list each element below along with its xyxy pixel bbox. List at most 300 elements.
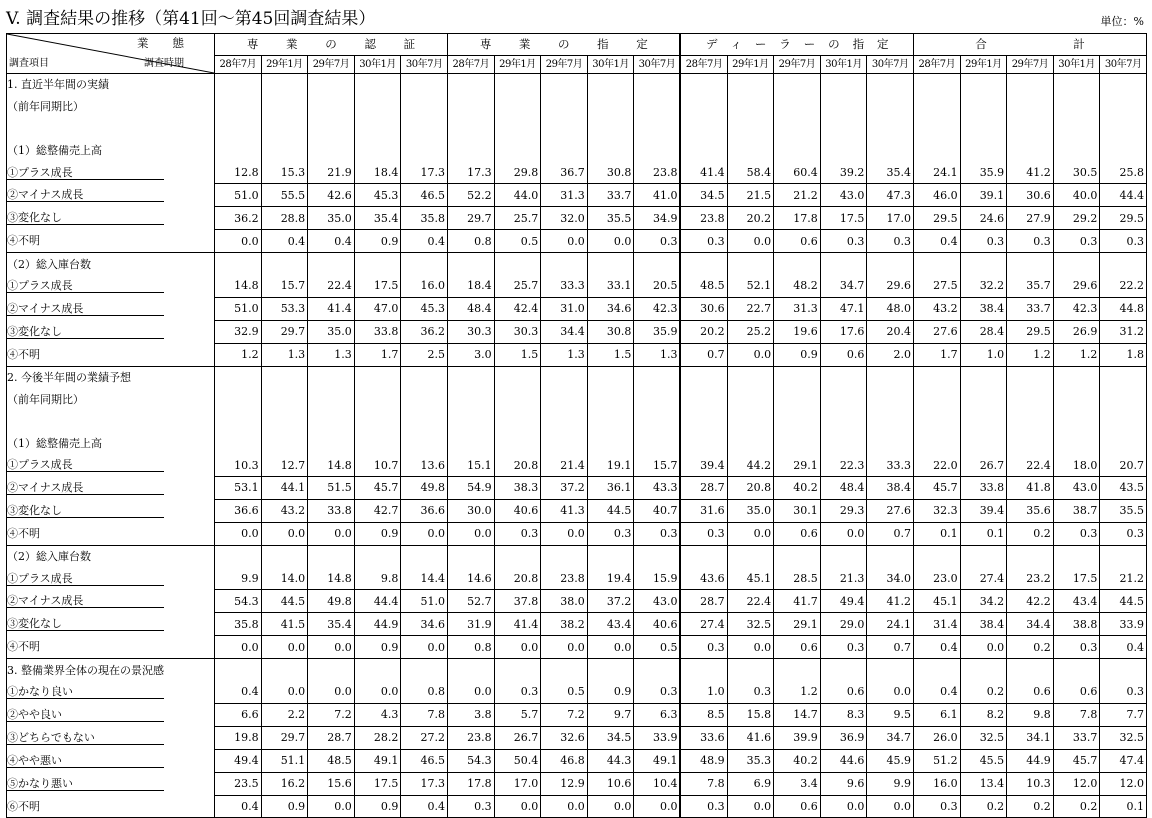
- value-cell: [1007, 410, 1054, 432]
- value-cell: 41.4: [494, 613, 541, 636]
- value-cell: 35.5: [587, 207, 634, 230]
- row-item-label: [7, 522, 215, 545]
- group-header-char: の: [325, 37, 337, 51]
- table-row: [7, 343, 1147, 366]
- value-cell: 44.6: [820, 749, 867, 772]
- row-heading-label: [7, 140, 215, 162]
- period-header: 29年1月: [960, 56, 1007, 74]
- value-cell: [354, 140, 401, 162]
- row-label-text: ⑥不明: [7, 799, 40, 813]
- value-cell: [587, 410, 634, 432]
- value-cell: 34.9: [634, 207, 681, 230]
- value-cell: 45.3: [354, 184, 401, 207]
- value-cell: 36.9: [820, 726, 867, 749]
- value-cell: 47.4: [1100, 749, 1147, 772]
- value-cell: [634, 388, 681, 410]
- value-cell: [634, 118, 681, 140]
- value-cell: [1007, 432, 1054, 454]
- value-cell: 21.2: [774, 184, 821, 207]
- value-cell: 0.3: [820, 230, 867, 253]
- value-cell: 29.8: [494, 162, 541, 184]
- value-cell: [494, 253, 541, 275]
- value-cell: 35.0: [727, 499, 774, 522]
- value-cell: 38.7: [1053, 499, 1100, 522]
- value-cell: 0.5: [541, 681, 588, 703]
- value-cell: 17.0: [867, 207, 914, 230]
- value-cell: 0.0: [727, 343, 774, 366]
- value-cell: 0.1: [960, 522, 1007, 545]
- value-cell: 0.4: [308, 230, 355, 253]
- value-cell: 3.0: [448, 343, 495, 366]
- value-cell: 21.2: [1100, 568, 1147, 590]
- value-cell: 17.5: [354, 772, 401, 795]
- value-cell: [401, 410, 448, 432]
- value-cell: 45.9: [867, 749, 914, 772]
- value-cell: 40.6: [494, 499, 541, 522]
- value-cell: 43.0: [634, 590, 681, 613]
- value-cell: 6.9: [727, 772, 774, 795]
- value-cell: 1.0: [960, 343, 1007, 366]
- heading-row: [7, 366, 1147, 388]
- value-cell: 27.5: [914, 275, 961, 297]
- row-heading-label: [7, 118, 215, 140]
- table-corner-cell: [7, 34, 215, 74]
- value-cell: 34.5: [680, 184, 727, 207]
- value-cell: [820, 118, 867, 140]
- value-cell: [541, 432, 588, 454]
- value-cell: 42.2: [1007, 590, 1054, 613]
- value-cell: [587, 74, 634, 96]
- value-cell: 0.3: [727, 681, 774, 703]
- value-cell: 0.0: [820, 522, 867, 545]
- value-cell: [215, 96, 262, 118]
- value-cell: 38.0: [541, 590, 588, 613]
- value-cell: [634, 410, 681, 432]
- value-cell: [215, 388, 262, 410]
- table-row: [7, 499, 1147, 522]
- value-cell: 29.2: [1053, 207, 1100, 230]
- group-header-char: 定: [877, 37, 889, 51]
- value-cell: [494, 118, 541, 140]
- value-cell: [1053, 659, 1100, 681]
- value-cell: 41.3: [541, 499, 588, 522]
- value-cell: 14.4: [401, 568, 448, 590]
- value-cell: 44.4: [354, 590, 401, 613]
- value-cell: [914, 140, 961, 162]
- value-cell: 33.7: [587, 184, 634, 207]
- value-cell: 1.3: [541, 343, 588, 366]
- period-header: 29年1月: [494, 56, 541, 74]
- value-cell: [261, 96, 308, 118]
- heading-row: [7, 388, 1147, 410]
- value-cell: 32.0: [541, 207, 588, 230]
- heading-row: [7, 140, 1147, 162]
- value-cell: 33.8: [308, 499, 355, 522]
- value-cell: 23.8: [541, 568, 588, 590]
- row-heading-label: [7, 388, 215, 410]
- value-cell: [261, 366, 308, 388]
- value-cell: [401, 366, 448, 388]
- value-cell: 26.7: [960, 454, 1007, 476]
- value-cell: 20.2: [680, 320, 727, 343]
- value-cell: 49.1: [354, 749, 401, 772]
- value-cell: 27.6: [914, 320, 961, 343]
- group-header-char: 業: [286, 37, 298, 51]
- value-cell: [587, 432, 634, 454]
- value-cell: [867, 140, 914, 162]
- value-cell: [1053, 388, 1100, 410]
- value-cell: [867, 432, 914, 454]
- value-cell: 7.7: [1100, 703, 1147, 726]
- value-cell: 9.8: [354, 568, 401, 590]
- value-cell: [308, 140, 355, 162]
- value-cell: [774, 253, 821, 275]
- value-cell: 0.2: [1007, 522, 1054, 545]
- value-cell: [680, 366, 727, 388]
- value-cell: 0.4: [401, 795, 448, 818]
- value-cell: [914, 74, 961, 96]
- value-cell: 29.0: [820, 613, 867, 636]
- value-cell: [354, 388, 401, 410]
- value-cell: 0.0: [261, 681, 308, 703]
- value-cell: 0.0: [215, 522, 262, 545]
- value-cell: 14.8: [308, 454, 355, 476]
- value-cell: 41.8: [1007, 477, 1054, 500]
- row-item-label: [7, 162, 215, 184]
- value-cell: 29.5: [1100, 207, 1147, 230]
- value-cell: [587, 140, 634, 162]
- value-cell: 49.8: [308, 590, 355, 613]
- corner-period-label: 調査時期: [144, 58, 184, 69]
- value-cell: [1007, 659, 1054, 681]
- value-cell: [680, 253, 727, 275]
- period-header: 30年7月: [1100, 56, 1147, 74]
- value-cell: 42.7: [354, 499, 401, 522]
- value-cell: 23.5: [215, 772, 262, 795]
- value-cell: 12.0: [1100, 772, 1147, 795]
- value-cell: [727, 118, 774, 140]
- value-cell: 9.7: [587, 703, 634, 726]
- value-cell: [1053, 74, 1100, 96]
- value-cell: [1007, 366, 1054, 388]
- value-cell: 16.0: [914, 772, 961, 795]
- value-cell: 0.0: [308, 636, 355, 659]
- value-cell: 33.3: [541, 275, 588, 297]
- value-cell: 35.5: [1100, 499, 1147, 522]
- value-cell: [727, 659, 774, 681]
- row-label-text: ②マイナス成長: [7, 594, 164, 608]
- value-cell: [727, 432, 774, 454]
- value-cell: 32.6: [541, 726, 588, 749]
- value-cell: [914, 388, 961, 410]
- value-cell: 25.7: [494, 207, 541, 230]
- value-cell: [308, 74, 355, 96]
- value-cell: 0.3: [634, 681, 681, 703]
- value-cell: 18.4: [354, 162, 401, 184]
- value-cell: 48.2: [774, 275, 821, 297]
- row-item-label: [7, 184, 215, 207]
- value-cell: 1.0: [680, 681, 727, 703]
- row-label-text: ⑤かなり悪い: [7, 777, 164, 791]
- value-cell: [261, 118, 308, 140]
- value-cell: 1.5: [587, 343, 634, 366]
- value-cell: 31.6: [680, 499, 727, 522]
- table-row: [7, 726, 1147, 749]
- value-cell: 0.0: [354, 681, 401, 703]
- value-cell: 51.0: [401, 590, 448, 613]
- value-cell: 0.3: [1053, 522, 1100, 545]
- row-label-text: （1）総整備売上高: [7, 436, 102, 450]
- value-cell: 0.0: [541, 636, 588, 659]
- row-label-text: ②マイナス成長: [7, 481, 164, 495]
- value-cell: 29.6: [867, 275, 914, 297]
- value-cell: 17.5: [820, 207, 867, 230]
- spacer-row: [7, 118, 1147, 140]
- value-cell: [727, 74, 774, 96]
- value-cell: [680, 659, 727, 681]
- value-cell: [261, 140, 308, 162]
- value-cell: 51.2: [914, 749, 961, 772]
- value-cell: 29.3: [820, 499, 867, 522]
- value-cell: 0.0: [727, 522, 774, 545]
- unit-label: 単位：%: [1100, 15, 1144, 28]
- value-cell: [867, 118, 914, 140]
- value-cell: [960, 432, 1007, 454]
- value-cell: [494, 140, 541, 162]
- value-cell: 19.6: [774, 320, 821, 343]
- value-cell: [261, 432, 308, 454]
- value-cell: [354, 659, 401, 681]
- period-header: 30年1月: [820, 56, 867, 74]
- value-cell: 10.7: [354, 454, 401, 476]
- value-cell: 0.0: [448, 681, 495, 703]
- value-cell: [354, 410, 401, 432]
- value-cell: [261, 74, 308, 96]
- value-cell: [587, 388, 634, 410]
- value-cell: [1053, 366, 1100, 388]
- table-row: [7, 477, 1147, 500]
- value-cell: [448, 140, 495, 162]
- value-cell: 0.3: [494, 681, 541, 703]
- value-cell: 0.1: [914, 522, 961, 545]
- value-cell: [261, 253, 308, 275]
- value-cell: 1.2: [1007, 343, 1054, 366]
- value-cell: 39.2: [820, 162, 867, 184]
- value-cell: 20.5: [634, 275, 681, 297]
- value-cell: [448, 659, 495, 681]
- value-cell: 0.9: [354, 636, 401, 659]
- value-cell: [494, 74, 541, 96]
- value-cell: 0.3: [448, 795, 495, 818]
- period-header: 30年1月: [1053, 56, 1100, 74]
- value-cell: 51.1: [261, 749, 308, 772]
- value-cell: 2.2: [261, 703, 308, 726]
- value-cell: 1.3: [634, 343, 681, 366]
- value-cell: 20.7: [1100, 454, 1147, 476]
- value-cell: 0.0: [587, 795, 634, 818]
- value-cell: 51.5: [308, 477, 355, 500]
- value-cell: [1007, 253, 1054, 275]
- row-label-text: （2）総入庫台数: [7, 550, 91, 564]
- value-cell: [914, 659, 961, 681]
- value-cell: 42.3: [1053, 297, 1100, 320]
- value-cell: 32.5: [727, 613, 774, 636]
- value-cell: 0.9: [354, 522, 401, 545]
- value-cell: 8.3: [820, 703, 867, 726]
- value-cell: 0.9: [354, 230, 401, 253]
- row-item-label: [7, 568, 215, 590]
- value-cell: [215, 140, 262, 162]
- value-cell: [448, 545, 495, 567]
- value-cell: 6.1: [914, 703, 961, 726]
- row-label-text: ①プラス成長: [7, 458, 164, 472]
- value-cell: [401, 118, 448, 140]
- period-header: 29年7月: [308, 56, 355, 74]
- value-cell: 41.2: [1007, 162, 1054, 184]
- value-cell: 31.3: [774, 297, 821, 320]
- value-cell: 44.5: [1100, 590, 1147, 613]
- value-cell: 54.3: [215, 590, 262, 613]
- value-cell: [541, 140, 588, 162]
- value-cell: [774, 388, 821, 410]
- value-cell: [448, 253, 495, 275]
- value-cell: [960, 74, 1007, 96]
- value-cell: 47.3: [867, 184, 914, 207]
- value-cell: 42.4: [494, 297, 541, 320]
- value-cell: 19.8: [215, 726, 262, 749]
- value-cell: 0.9: [261, 795, 308, 818]
- value-cell: 40.0: [1053, 184, 1100, 207]
- value-cell: [680, 74, 727, 96]
- table-row: [7, 749, 1147, 772]
- value-cell: 17.3: [401, 772, 448, 795]
- value-cell: 35.7: [1007, 275, 1054, 297]
- value-cell: 0.6: [820, 681, 867, 703]
- value-cell: [727, 388, 774, 410]
- value-cell: 0.0: [308, 795, 355, 818]
- value-cell: 54.3: [448, 749, 495, 772]
- value-cell: 1.2: [774, 681, 821, 703]
- group-header: [680, 34, 913, 56]
- value-cell: 30.8: [587, 320, 634, 343]
- value-cell: 8.5: [680, 703, 727, 726]
- value-cell: 43.6: [680, 568, 727, 590]
- table-row: [7, 454, 1147, 476]
- value-cell: 34.7: [867, 726, 914, 749]
- group-header-char: 定: [636, 37, 648, 51]
- value-cell: 48.4: [820, 477, 867, 500]
- table-row: [7, 162, 1147, 184]
- row-label-text: 1. 直近半年間の実績: [7, 78, 109, 92]
- value-cell: 0.0: [587, 230, 634, 253]
- value-cell: [820, 253, 867, 275]
- value-cell: [680, 118, 727, 140]
- value-cell: 0.3: [634, 230, 681, 253]
- row-label-text: ④やや悪い: [7, 754, 164, 768]
- value-cell: 45.5: [960, 749, 1007, 772]
- value-cell: [448, 118, 495, 140]
- value-cell: [541, 96, 588, 118]
- value-cell: [1100, 253, 1147, 275]
- value-cell: 44.1: [261, 477, 308, 500]
- row-label-text: （1）総整備売上高: [7, 144, 102, 158]
- value-cell: [1100, 388, 1147, 410]
- row-label-text: ②マイナス成長: [7, 302, 164, 316]
- value-cell: [215, 659, 262, 681]
- group-header-char: 専: [479, 37, 492, 51]
- value-cell: 0.4: [261, 230, 308, 253]
- spacer-row: [7, 410, 1147, 432]
- value-cell: [960, 140, 1007, 162]
- value-cell: 34.0: [867, 568, 914, 590]
- value-cell: [541, 118, 588, 140]
- value-cell: 29.1: [774, 613, 821, 636]
- value-cell: 33.7: [1053, 726, 1100, 749]
- table-row: [7, 522, 1147, 545]
- value-cell: [448, 432, 495, 454]
- value-cell: [401, 388, 448, 410]
- value-cell: [1100, 96, 1147, 118]
- value-cell: 46.8: [541, 749, 588, 772]
- period-header: 28年7月: [448, 56, 495, 74]
- value-cell: 12.7: [261, 454, 308, 476]
- value-cell: 17.6: [820, 320, 867, 343]
- value-cell: 29.6: [1053, 275, 1100, 297]
- value-cell: [820, 140, 867, 162]
- value-cell: [774, 118, 821, 140]
- table-row: [7, 207, 1147, 230]
- value-cell: [960, 659, 1007, 681]
- value-cell: 15.6: [308, 772, 355, 795]
- value-cell: 0.3: [1100, 522, 1147, 545]
- row-label-text: ②やや良い: [7, 708, 164, 722]
- value-cell: [494, 366, 541, 388]
- value-cell: 25.7: [494, 275, 541, 297]
- value-cell: 30.8: [587, 162, 634, 184]
- value-cell: 29.7: [261, 320, 308, 343]
- value-cell: [1100, 140, 1147, 162]
- value-cell: 8.2: [960, 703, 1007, 726]
- value-cell: 38.2: [541, 613, 588, 636]
- value-cell: 45.1: [914, 590, 961, 613]
- value-cell: 0.4: [215, 795, 262, 818]
- value-cell: [308, 366, 355, 388]
- value-cell: [960, 410, 1007, 432]
- value-cell: [1053, 545, 1100, 567]
- value-cell: [401, 253, 448, 275]
- value-cell: 0.4: [401, 230, 448, 253]
- value-cell: 35.9: [634, 320, 681, 343]
- value-cell: [401, 74, 448, 96]
- table-row: [7, 636, 1147, 659]
- value-cell: 0.6: [820, 343, 867, 366]
- value-cell: [867, 366, 914, 388]
- value-cell: 0.9: [587, 681, 634, 703]
- value-cell: 22.0: [914, 454, 961, 476]
- value-cell: [774, 366, 821, 388]
- value-cell: 0.8: [448, 636, 495, 659]
- row-item-label: [7, 795, 215, 818]
- value-cell: 34.6: [587, 297, 634, 320]
- value-cell: [867, 388, 914, 410]
- value-cell: 30.3: [448, 320, 495, 343]
- value-cell: [261, 545, 308, 567]
- value-cell: 60.4: [774, 162, 821, 184]
- heading-row: [7, 96, 1147, 118]
- value-cell: [354, 366, 401, 388]
- table-row: [7, 568, 1147, 590]
- value-cell: 49.8: [401, 477, 448, 500]
